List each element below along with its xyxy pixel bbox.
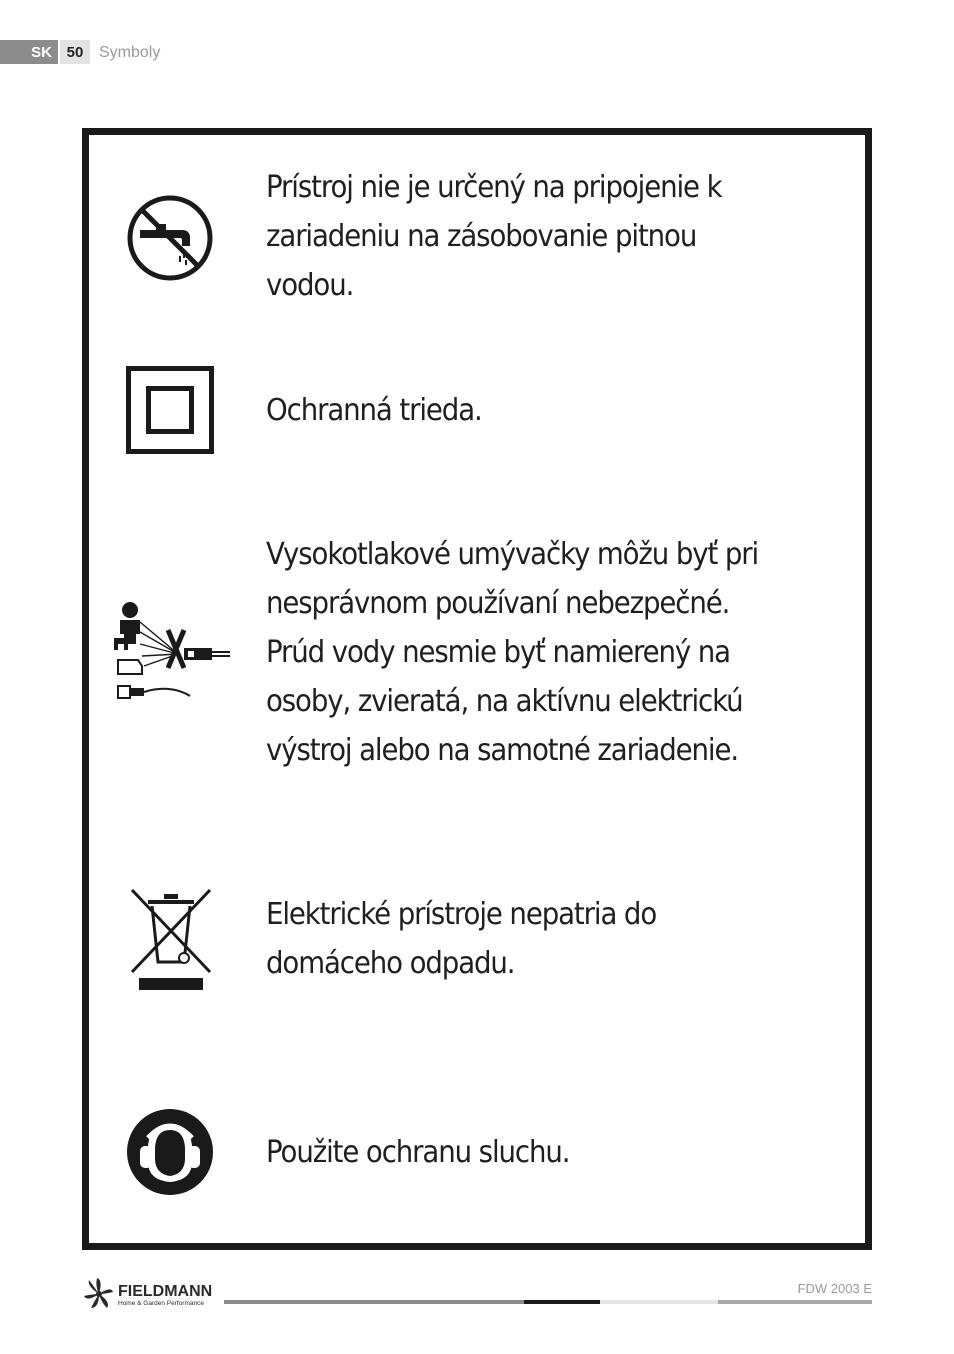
double-insulation-class-ii-icon [126, 366, 214, 454]
no-drinking-water-icon [126, 194, 214, 282]
brand-name: FIELDMANN [118, 1283, 213, 1300]
language-badge: SK [0, 40, 58, 64]
symbol-text-hearing-protection: Použite ochranu sluchu. [266, 1135, 570, 1170]
section-title: Symboly [99, 44, 161, 61]
symbol-text-high-pressure-warning: Vysokotlakové umývačky môžu byť pri nesprávnom používaní nebezpečné. Prúd vody nesmie byť namierený na osoby, zvieratá, na aktívnu elektrickú výstroj alebo na samotné zariadenie. [266, 537, 759, 768]
brand-tagline: Home & Garden Performance [118, 1300, 204, 1307]
symbol-text-protection-class: Ochranná trieda. [266, 393, 482, 428]
weee-crossed-bin-icon [128, 886, 214, 992]
footer-bar-mid [718, 1300, 872, 1304]
no-spray-at-people-animals-icon [110, 600, 232, 704]
hearing-protection-icon [126, 1108, 214, 1196]
footer-bar-gray [224, 1300, 524, 1304]
model-number: FDW 2003 E [797, 1281, 872, 1296]
symbol-text-drinking-water: Prístroj nie je určený na pripojenie k zariadeniu na zásobovanie pitnou vodou. [266, 170, 722, 303]
footer-bar-black [524, 1300, 600, 1304]
footer-bar-light [600, 1300, 718, 1304]
page-number: 50 [60, 40, 90, 64]
fieldmann-logo [82, 1277, 222, 1318]
fan-logo-icon [82, 1277, 222, 1313]
symbol-text-weee: Elektrické prístroje nepatria do domáceho odpadu. [266, 897, 657, 981]
